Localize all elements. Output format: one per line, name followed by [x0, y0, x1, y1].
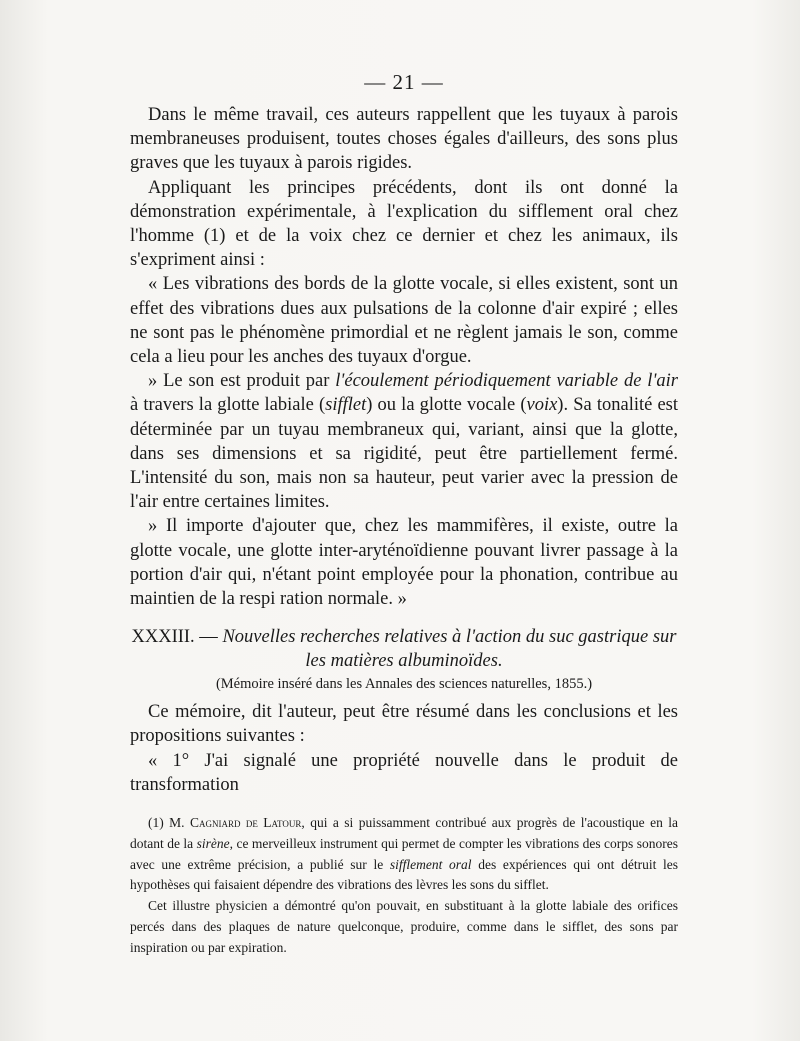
- p4-text-a: » Le son est produit par: [148, 371, 336, 392]
- p4-text-e: ) ou la glotte vocale (: [366, 395, 527, 416]
- paragraph-2: Appliquant les principes précédents, dont ils ont donné la démonstration expérimentale, à l'explication du sifflement oral chez l'homme (1) et de la voix chez ce dernier et chez les animaux, ils s'expriment ainsi :: [130, 177, 678, 271]
- footnote-author: Cagniard de Latour: [189, 815, 302, 831]
- section-title: Nouvelles recherches relatives à l'action du suc gastrique sur les matières albuminoïdes.: [222, 627, 677, 672]
- paragraph-6: Ce mémoire, dit l'auteur, peut être résumé dans les conclusions et les propositions suivantes :: [130, 702, 678, 747]
- footnote-text-e: des expériences qui ont détruit les hypothèses qui faisaient dépendre des vibrations des lèvres les sons du sifflet.: [130, 856, 678, 893]
- paragraph-1: Dans le même travail, ces auteurs rappellent que les tuyaux à parois membraneuses produisent, toutes choses égales d'ailleurs, des sons plus graves que les tuyaux à parois rigides.: [130, 105, 678, 174]
- section-memo: (Mémoire inséré dans les Annales des sciences naturelles, 1855.): [215, 676, 593, 693]
- footnote-text-c: , ce merveilleux instrument qui permet de compter les vibrations des corps sonores avec une extrême précision, a publié sur le: [130, 835, 678, 872]
- footnote-text-a: , qui a si puissamment contribué aux progrès de l'acoustique en la dotant de la: [130, 815, 679, 851]
- paragraph-7: « 1° J'ai signalé une propriété nouvelle dans le produit de transformation: [130, 750, 678, 795]
- paragraph-5: » Il importe d'ajouter que, chez les mammifères, il existe, outre la glotte vocale, une glotte inter-aryténoïdienne pouvant livrer passage à la portion d'air qui, n'étant point employée pour la phonation, contribue au maintien de la respi ration normale. »: [130, 516, 678, 610]
- footnotes: [130, 813, 678, 959]
- paragraph-3: « Les vibrations des bords de la glotte vocale, si elles existent, sont un effet des vibrations dues aux pulsations de la colonne d'air expiré ; elles ne sont pas le phénomène primordial et ne règlent jamais le son, comme cela a lieu pour les anches des tuyaux d'orgue.: [130, 274, 678, 368]
- p4-text-g: ). Sa tonalité est déterminée par un tuyau membraneux qui, variant, ainsi que la glotte, dans ses dimensions et sa rigidité, peut être partiellement fermé. L'intensité du son, mais non sa hauteur, peut varier avec la pression de l'air entre certaines limites.: [130, 395, 678, 513]
- section-number: XXXIII. —: [131, 627, 223, 648]
- page-number: — 21 —: [364, 70, 444, 94]
- footnote-italic-b: sirène: [196, 835, 230, 851]
- footnote-marker: (1) M.: [148, 815, 190, 831]
- p4-italic-d: sifflet: [325, 395, 367, 416]
- section-heading: [130, 625, 678, 673]
- p4-italic-b: l'écoulement périodiquement variable de l'air: [335, 371, 678, 392]
- footnote-2: Cet illustre physicien a démontré qu'on pouvait, en substituant à la glotte labiale des orifices percés dans des plaques de nature quelconque, produire, comme dans le sifflet, des sons par inspiration ou par expiration.: [130, 898, 678, 955]
- page-content: [130, 70, 678, 959]
- p4-text-c: à travers la glotte labiale (: [130, 395, 326, 416]
- footnote-1: [130, 813, 678, 896]
- p4-italic-f: voix: [526, 395, 558, 416]
- paragraph-4: [130, 369, 678, 514]
- footnote-italic-d: sifflement oral: [389, 856, 472, 872]
